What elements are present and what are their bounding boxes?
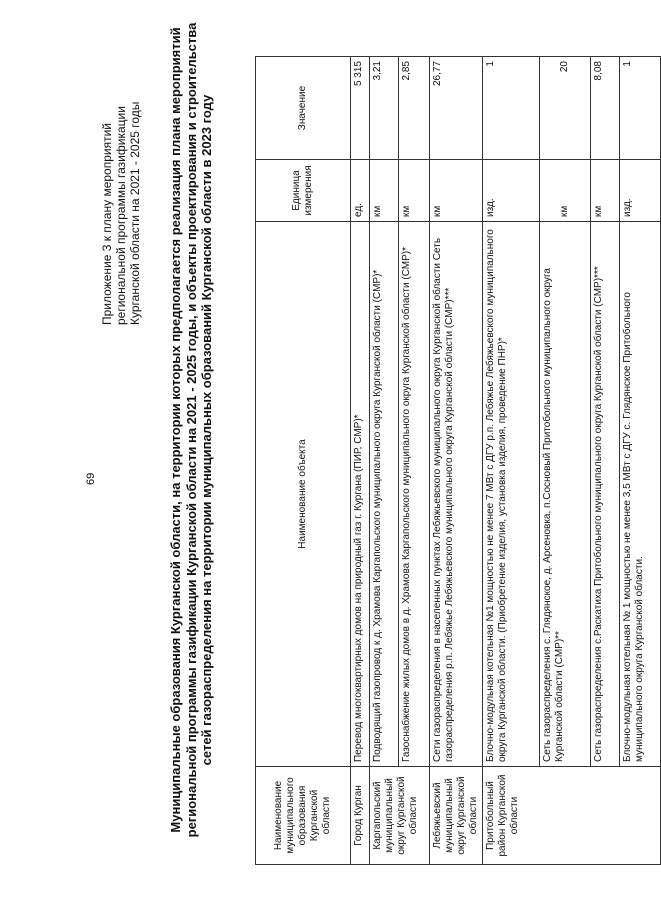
value-cell: 8,08 — [591, 57, 620, 160]
appendix-note: Приложение 3 к плану мероприятий региональной программы газификации Курганской области на 2021 - 2025 годы — [100, 101, 142, 325]
municipality-cell: Лебяжьевский муниципальный округ Курганской области — [430, 767, 483, 865]
unit-cell: км — [540, 160, 591, 222]
page-number: 69 — [85, 472, 97, 485]
object-cell: Сети газораспределения в населенных пунктах Лебяжьевского муниципального округа Курганской области Сеть газораспределения р.п. Лебяжье Лебяжьевского муниципального округа Курганской области (СМР)*** — [430, 222, 483, 767]
unit-cell: км — [591, 160, 620, 222]
value-cell: 20 — [540, 57, 591, 160]
value-cell: 3,21 — [370, 57, 399, 160]
table-row — [540, 57, 591, 865]
table-row — [351, 57, 370, 865]
table-header-row — [256, 57, 351, 865]
unit-cell: км — [430, 160, 483, 222]
table-row — [591, 57, 620, 865]
object-cell: Сеть газораспределения с. Глядянское, д. Арсеновка, п.Сосновый Притобольного муниципального округа Курганской области (СМР)** — [540, 222, 591, 767]
unit-cell: км — [370, 160, 399, 222]
value-cell: 1 — [620, 57, 661, 160]
unit-cell: изд. — [483, 160, 540, 222]
object-cell: Блочно-модульная котельная №1 мощностью не менее 7 МВт с ДГУ р.п. Лебяжье Лебяжьевского муниципального округа Курганской области. (Приобретение изделия, установка изделия, проведение ПНР)* — [483, 222, 540, 767]
document-title: Муниципальные образования Курганской области, на территории которых предполагается реализация плана мероприятий региональной программы газификации Курганской области на 2021 - 2025 годы, и объекты проектирования и строительства сетей газораспределения на территории муниципальных образований Курганской области в 2023 году — [168, 22, 214, 838]
object-cell: Газоснабжение жилых домов в д. Храмова Каргапольского муниципального округа Курганской области (СМР)* — [399, 222, 430, 767]
header-object: Наименование объекта — [256, 222, 351, 767]
value-cell: 5 315 — [351, 57, 370, 160]
table-row — [483, 57, 540, 865]
objects-table — [255, 56, 661, 865]
table-row — [370, 57, 399, 865]
municipality-cell: Город Курган — [351, 767, 370, 865]
unit-cell: км — [399, 160, 430, 222]
header-municipality: Наименование муниципального образования Курганской области — [256, 767, 351, 865]
value-cell: 2,85 — [399, 57, 430, 160]
object-cell: Блочно-модульная котельная № 1 мощностью не менее 3,5 МВт с ДГУ с. Глядянское Притобольного муниципального округа Курганской области. — [620, 222, 661, 767]
object-cell: Перевод многоквартирных домов на природный газ г. Кургана (ПИР, СМР)* — [351, 222, 370, 767]
municipality-cell: Притобольный район Курганской области — [483, 767, 661, 865]
table-row — [620, 57, 661, 865]
table-row — [430, 57, 483, 865]
value-cell: 26,77 — [430, 57, 483, 160]
unit-cell: изд. — [620, 160, 661, 222]
object-cell: Подводящий газопровод к д. Храмова Каргапольского муниципального округа Курганской области (СМР)* — [370, 222, 399, 767]
header-unit: Единица измерения — [256, 160, 351, 222]
table-row — [399, 57, 430, 865]
value-cell: 1 — [483, 57, 540, 160]
municipality-cell: Каргапольский муниципальный округ Курганской области — [370, 767, 430, 865]
object-cell: Сеть газораспределения с.Раскатиха Притобольного муниципального округа Курганской области (СМР)*** — [591, 222, 620, 767]
header-value: Значение — [256, 57, 351, 160]
unit-cell: ед. — [351, 160, 370, 222]
